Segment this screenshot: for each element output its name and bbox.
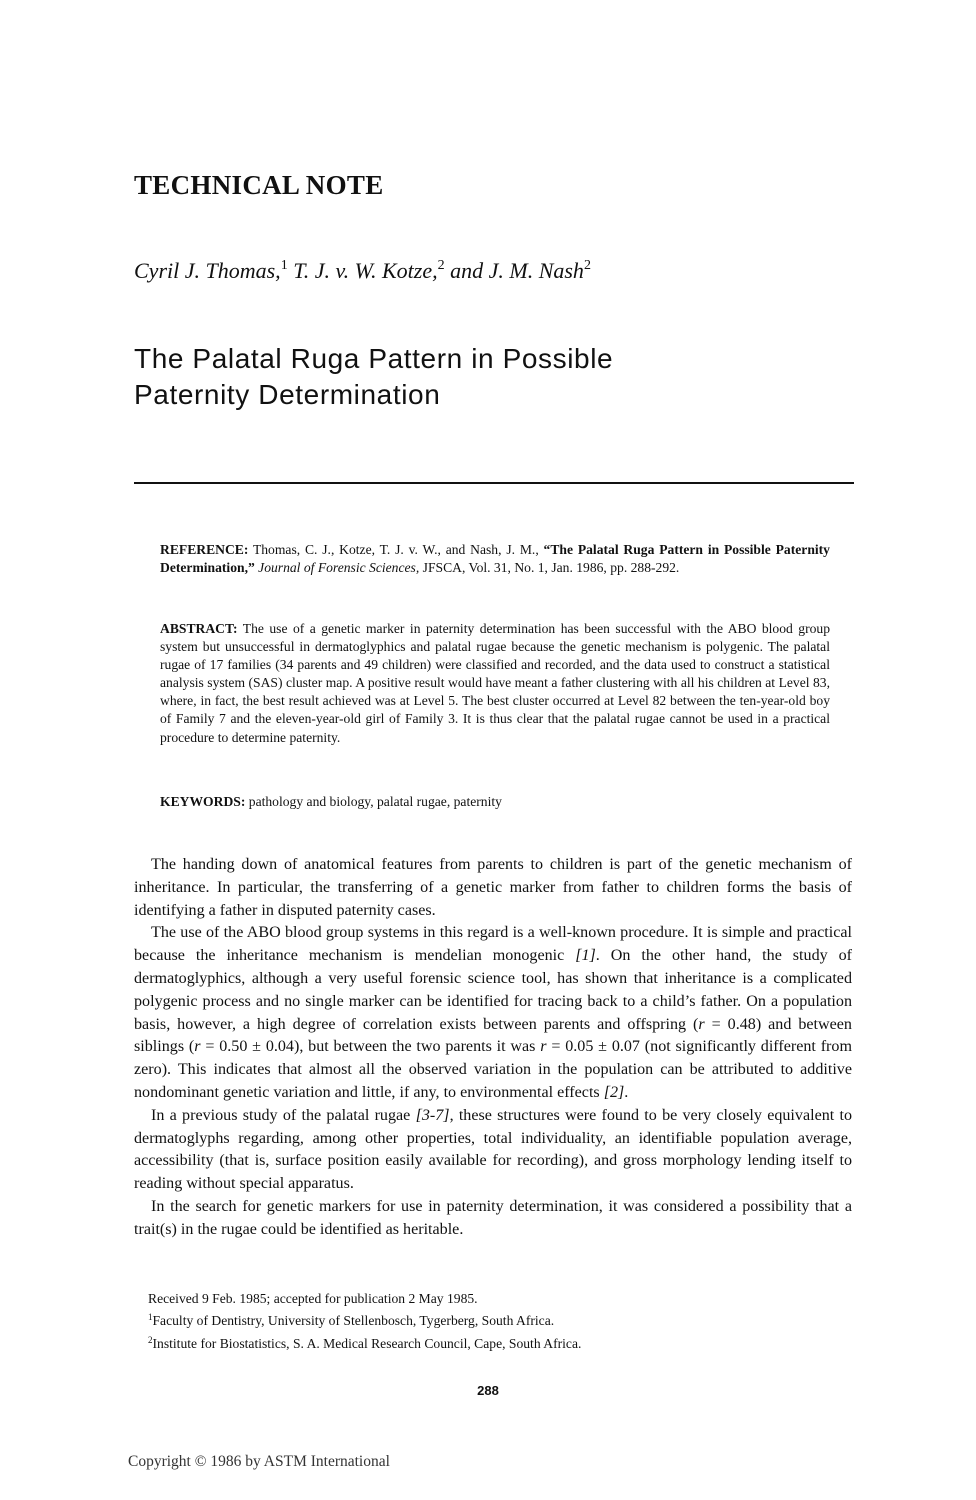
keywords-text: pathology and biology, palatal rugae, paternity — [248, 794, 502, 809]
footnote-marker: 2 — [148, 1334, 153, 1345]
keywords-label: KEYWORDS: — [160, 794, 246, 809]
body-paragraph: In the search for genetic markers for use in paternity determination, it was considered a possibility that a trait(s) in the rugae could be identified as heritable. — [134, 1197, 852, 1238]
math-symbol: r — [698, 1015, 705, 1033]
citation: [3-7] — [415, 1106, 450, 1124]
abstract-label: ABSTRACT: — [160, 621, 238, 636]
reference-label: REFERENCE: — [160, 542, 249, 557]
body-text — [134, 854, 852, 1242]
section-label: TECHNICAL NOTE — [134, 170, 384, 200]
citation: [2] — [603, 1083, 625, 1101]
abstract-block — [160, 620, 830, 747]
text-run: , these structures were found to be very closely equivalent to dermatoglyphs regarding, among other properties, total individuality, an identifiable population average, accessibility (that is, surface position easily available for recording), and gross morphology lending itself to reading without special apparatus. — [134, 1106, 853, 1193]
title-line: Paternity Determination — [134, 379, 441, 410]
footnote-marker: 1 — [148, 1312, 153, 1323]
math-symbol: r — [194, 1038, 201, 1056]
copyright-notice: Copyright © 1986 by ASTM International — [128, 1453, 390, 1470]
paper-title — [134, 341, 834, 413]
title-line: The Palatal Ruga Pattern in Possible — [134, 343, 614, 374]
text-run: = 0.05 ± 0.07 (not significantly different from zero). This indicates that almost all the observed variation in the population can be attributed to additive nondominant genetic variation and little, if any, to environmental effects — [134, 1038, 852, 1101]
received-note: Received 9 Feb. 1985; accepted for publication 2 May 1985. — [148, 1291, 478, 1306]
reference-block — [160, 541, 830, 577]
body-paragraph: The handing down of anatomical features from parents to children is part of the genetic mechanism of inheritance. In particular, the transferring of a genetic marker from father to children forms the basis of identifying a father in disputed paternity cases. — [134, 856, 852, 919]
affiliation-marker: 1 — [280, 258, 288, 273]
abstract-text: The use of a genetic marker in paternity determination has been successful with the ABO blood group system but unsuccessful in dermatoglyphics and palatal rugae because the genetic mechanism is polygenic. The palatal rugae of 17 families (34 parents and 49 children) were classified and recorded, and the data used to construct a statistical analysis system (SAS) cluster map. A positive result would have meant a father clustering with all his children at Level 83, where, in fact, the best result achieved was at Level 5. The best cluster occurred at Level 82 between the ten-year-old boy of Family 7 and the eleven-year-old girl of Family 3. It is thus clear that the palatal rugae cannot be used in a practical procedure to determine paternity. — [160, 621, 831, 745]
author-name: and J. M. Nash — [450, 258, 584, 283]
reference-paper-title: “The Palatal Ruga Pattern in Possible Paternity Determination,” — [160, 542, 830, 576]
body-paragraph — [134, 922, 852, 1104]
reference-authors: Thomas, C. J., Kotze, T. J. v. W., and Nash, J. M., — [252, 542, 539, 557]
author-name: T. J. v. W. Kotze, — [293, 258, 438, 283]
footnote — [148, 1308, 581, 1330]
text-run: . — [624, 1083, 629, 1101]
citation: [1] — [575, 947, 596, 965]
footnote-text: Institute for Biostatistics, S. A. Medical Research Council, Cape, South Africa. — [152, 1335, 582, 1351]
reference-details: JFSCA, Vol. 31, No. 1, Jan. 1986, pp. 288-292. — [422, 560, 680, 576]
text-run: = 0.48) and between siblings ( — [134, 1015, 852, 1056]
text-run: The use of the ABO blood group systems in this regard is a well-known procedure. It is simple and practical because the inheritance mechanism is mendelian monogenic — [134, 924, 852, 965]
author-name: Cyril J. Thomas, — [134, 258, 281, 283]
author-line — [134, 258, 591, 284]
text-run: = 0.50 ± 0.04), but between the two parents it was — [200, 1038, 541, 1056]
footnotes — [148, 1290, 581, 1353]
title-divider — [134, 482, 854, 484]
text-run: In a previous study of the palatal rugae — [151, 1106, 416, 1124]
text-run: . On the other hand, the study of dermatoglyphics, although a very useful forensic science tool, has shown that inheritance is a complicated polygenic process and no single marker can be identified for tracing back to a child’s father. On a population basis, however, a high degree of correlation exists between parents and offspring ( — [134, 947, 852, 1033]
footnote — [148, 1331, 581, 1353]
reference-journal: Journal of Forensic Sciences, — [258, 560, 420, 576]
keywords-block — [160, 793, 830, 811]
affiliation-marker: 2 — [583, 258, 591, 273]
affiliation-marker: 2 — [437, 258, 445, 273]
math-symbol: r — [540, 1038, 547, 1056]
footnote-text: Faculty of Dentistry, University of Stellenbosch, Tygerberg, South Africa. — [152, 1313, 555, 1329]
body-paragraph — [134, 1105, 852, 1196]
page-number: 288 — [477, 1383, 499, 1398]
